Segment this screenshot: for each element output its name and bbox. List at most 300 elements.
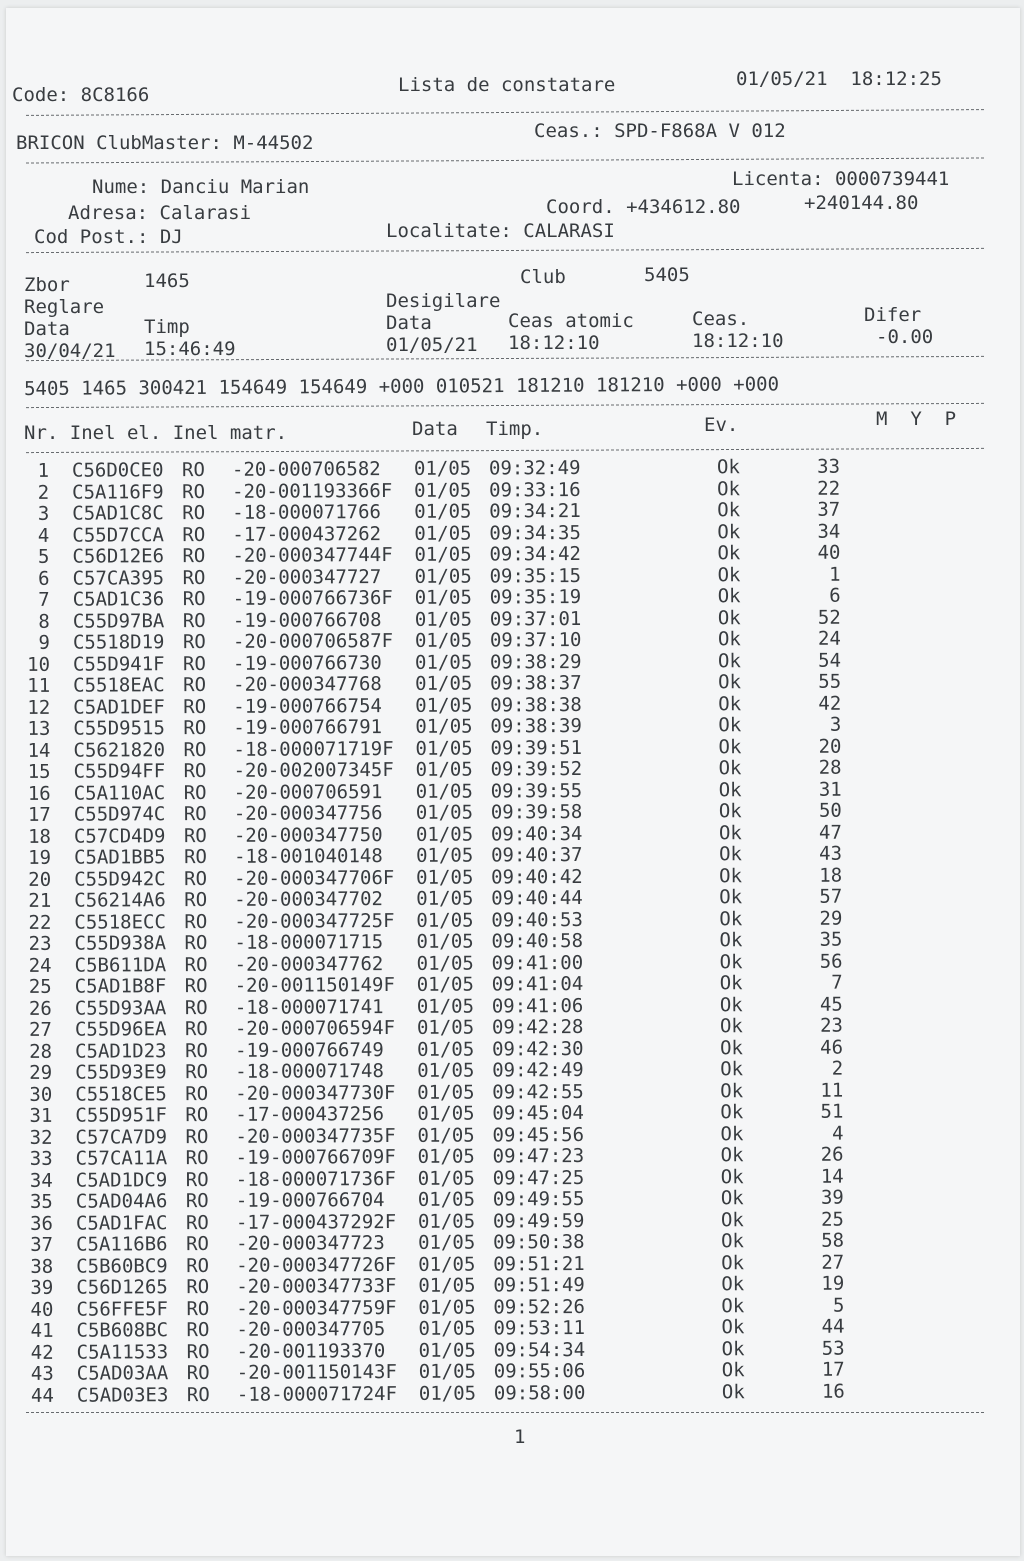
electronic-ring-id: C55D9515 <box>73 717 165 740</box>
row-number: 28 <box>29 1040 53 1063</box>
table-row <box>11 1380 1011 1406</box>
arrival-time: 09:50:38 <box>493 1230 585 1254</box>
coordinates-lat: Coord. +434612.80 <box>546 196 741 218</box>
row-number: 15 <box>27 760 51 783</box>
electronic-ring-id: C57CA395 <box>72 566 165 590</box>
arrival-date: 01/05 <box>415 823 474 846</box>
electronic-ring-id: C5518D19 <box>72 631 165 654</box>
arrival-time: 09:39:55 <box>490 779 583 802</box>
country-code: RO <box>181 458 205 482</box>
electronic-ring-id: C5AD1FAC <box>75 1211 168 1235</box>
position-m: 42 <box>818 692 842 715</box>
row-number: 37 <box>30 1233 54 1256</box>
ring-number: -18-000071736F <box>235 1167 396 1191</box>
difference-value: -0.00 <box>876 326 934 348</box>
arrival-time: 09:41:06 <box>491 994 584 1017</box>
ring-number: -20-000706582 <box>231 458 381 481</box>
position-m: 55 <box>818 670 842 693</box>
row-number: 3 <box>37 502 50 525</box>
arrival-date: 01/05 <box>416 866 474 889</box>
ring-number: -20-000706587F <box>232 629 394 653</box>
country-code: RO <box>184 996 208 1019</box>
arrival-time: 09:39:51 <box>490 736 583 759</box>
electronic-ring-id: C56FFE5F <box>76 1297 168 1321</box>
row-number: 10 <box>27 653 51 676</box>
country-code: RO <box>183 716 207 740</box>
atomic-clock-label: Ceas atomic <box>508 310 634 332</box>
setting-time-label: Timp <box>144 316 190 338</box>
row-number: 8 <box>38 610 50 633</box>
row-number: 35 <box>29 1190 53 1213</box>
event-status: Ok <box>721 1251 745 1274</box>
row-number: 24 <box>28 954 52 977</box>
event-status: Ok <box>720 1165 744 1188</box>
clock-time-label: Ceas. <box>692 308 750 330</box>
arrival-date: 01/05 <box>416 1038 475 1061</box>
country-code: RO <box>185 1103 209 1127</box>
electronic-ring-id: C5B60BC9 <box>76 1254 168 1278</box>
country-code: RO <box>182 630 206 654</box>
unseal-clock-time: 18:12:10 <box>692 330 784 352</box>
ring-number: -19-000766708 <box>232 608 382 632</box>
country-code: RO <box>184 910 208 933</box>
arrival-time: 09:49:55 <box>492 1187 585 1211</box>
row-number: 41 <box>30 1319 54 1342</box>
arrival-date: 01/05 <box>416 952 474 975</box>
position-m: 23 <box>819 1014 843 1037</box>
country-code: RO <box>185 1168 209 1191</box>
ring-number: -20-000347750 <box>233 823 383 847</box>
ring-number: -20-001193370 <box>236 1339 386 1363</box>
country-code: RO <box>182 523 206 546</box>
electronic-ring-id: C5AD1DEF <box>73 695 165 719</box>
arrival-date: 01/05 <box>414 479 472 502</box>
country-code: RO <box>183 824 207 847</box>
position-m: 3 <box>829 713 842 736</box>
event-status: Ok <box>719 907 743 930</box>
position-m: 25 <box>820 1208 845 1231</box>
arrival-time: 09:55:06 <box>493 1359 586 1383</box>
position-m: 35 <box>819 928 843 951</box>
event-status: Ok <box>717 542 741 565</box>
arrival-time: 09:42:30 <box>491 1037 584 1060</box>
electronic-ring-id: C55D974C <box>73 803 166 826</box>
country-code: RO <box>184 953 208 976</box>
country-code: RO <box>183 802 207 826</box>
event-status: Ok <box>720 1122 744 1145</box>
electronic-ring-id: C5518CE5 <box>75 1082 167 1106</box>
ring-number: -17-000437256 <box>235 1103 385 1126</box>
position-m: 6 <box>829 584 841 607</box>
country-code: RO <box>183 738 207 761</box>
arrival-date: 01/05 <box>414 500 472 523</box>
arrival-time: 09:40:42 <box>491 865 583 888</box>
position-m: 24 <box>817 627 841 650</box>
event-status: Ok <box>718 821 742 844</box>
electronic-ring-id: C57CA7D9 <box>75 1125 168 1149</box>
row-number: 12 <box>27 696 51 719</box>
position-m: 46 <box>820 1036 844 1059</box>
row-number: 18 <box>27 825 51 848</box>
event-status: Ok <box>719 1036 743 1059</box>
arrival-time: 09:37:01 <box>489 607 582 630</box>
club-number: 5405 <box>644 264 690 286</box>
position-m: 14 <box>820 1165 844 1188</box>
row-number: 34 <box>29 1169 53 1192</box>
country-code: RO <box>182 609 206 632</box>
country-code: RO <box>182 501 206 525</box>
arrival-time: 09:42:55 <box>492 1080 584 1103</box>
coordinates-lon: +240144.80 <box>804 192 919 214</box>
ring-number: -20-000347727 <box>232 565 382 589</box>
event-status: Ok <box>720 1058 744 1081</box>
position-m: 17 <box>821 1358 845 1381</box>
arrival-time: 09:51:21 <box>493 1252 585 1275</box>
ring-number: -20-000347733F <box>236 1274 397 1298</box>
arrival-date: 01/05 <box>416 1016 475 1039</box>
ring-number: -20-000347762 <box>234 952 384 976</box>
arrival-time: 09:45:56 <box>492 1123 585 1146</box>
event-status: Ok <box>721 1380 745 1403</box>
position-m: 37 <box>817 498 841 521</box>
event-status: Ok <box>716 456 740 479</box>
country-code: RO <box>182 544 206 568</box>
electronic-ring-id: C5AD04A6 <box>75 1190 168 1213</box>
ring-number: -20-000347725F <box>234 909 395 933</box>
electronic-ring-id: C5AD03AA <box>76 1362 169 1385</box>
arrival-date: 01/05 <box>415 694 473 717</box>
position-m: 56 <box>819 950 843 973</box>
ring-number: -20-000706591 <box>233 780 383 804</box>
country-code: RO <box>186 1275 210 1299</box>
position-m: 47 <box>818 821 842 844</box>
arrival-time: 09:39:52 <box>490 757 583 781</box>
event-status: Ok <box>718 800 742 823</box>
arrival-date: 01/05 <box>415 780 473 803</box>
unseal-atomic-time: 18:12:10 <box>508 332 600 354</box>
row-number: 11 <box>27 674 51 697</box>
country-code: RO <box>182 566 206 589</box>
electronic-ring-id: C57CD4D9 <box>73 824 166 848</box>
ring-number: -20-001150143F <box>236 1360 397 1384</box>
event-status: Ok <box>718 735 742 758</box>
ring-number: -20-002007345F <box>233 758 394 782</box>
arrival-time: 09:32:49 <box>488 456 581 480</box>
arrival-time: 09:40:53 <box>491 908 583 931</box>
row-number: 22 <box>28 911 52 934</box>
ring-number: -18-000071766 <box>232 501 382 524</box>
country-code: RO <box>185 1211 209 1234</box>
arrival-time: 09:34:21 <box>489 499 581 523</box>
country-code: RO <box>186 1254 210 1277</box>
position-m: 39 <box>820 1186 844 1209</box>
country-code: RO <box>182 587 206 611</box>
row-number: 21 <box>28 889 52 912</box>
arrival-date: 01/05 <box>417 1124 475 1147</box>
electronic-ring-id: C5A116F9 <box>72 480 164 504</box>
arrival-time: 09:37:10 <box>489 628 582 652</box>
position-m: 19 <box>821 1272 845 1295</box>
ring-number: -19-000766704 <box>235 1189 385 1212</box>
electronic-ring-id: C5518EAC <box>73 674 165 697</box>
country-code: RO <box>186 1340 210 1363</box>
arrival-date: 01/05 <box>418 1382 477 1405</box>
arrival-time: 09:53:11 <box>493 1316 586 1340</box>
event-status: Ok <box>718 778 742 801</box>
electronic-ring-id: C55D951F <box>75 1104 167 1127</box>
electronic-ring-id: C5621820 <box>73 738 166 762</box>
divider <box>26 1412 984 1413</box>
ring-number: -20-000347730F <box>235 1081 396 1105</box>
locality: Localitate: CALARASI <box>386 220 615 242</box>
table-header-nr-ring: Nr. Inel el. Inel matr. <box>24 422 288 444</box>
event-status: Ok <box>720 1187 744 1210</box>
electronic-ring-id: C5AD1B8F <box>74 975 167 998</box>
country-code: RO <box>184 1017 208 1041</box>
arrival-date: 01/05 <box>414 651 473 674</box>
arrival-date: 01/05 <box>414 565 472 588</box>
arrival-date: 01/05 <box>417 1188 476 1211</box>
arrival-time: 09:39:58 <box>490 800 583 824</box>
ring-number: -19-000766754 <box>233 694 383 718</box>
event-status: Ok <box>718 692 742 715</box>
event-status: Ok <box>721 1359 745 1382</box>
unseal-date-label: Data <box>386 312 432 334</box>
arrival-date: 01/05 <box>416 995 475 1018</box>
country-code: RO <box>186 1361 210 1385</box>
row-number: 36 <box>30 1212 54 1235</box>
event-status: Ok <box>718 757 742 780</box>
electronic-ring-id: C55D941F <box>72 652 165 676</box>
country-code: RO <box>185 1189 209 1213</box>
position-m: 2 <box>831 1057 844 1080</box>
position-m: 22 <box>817 477 841 500</box>
ring-number: -17-000437262 <box>232 522 382 546</box>
licence-number: Licenta: 0000739441 <box>732 168 950 190</box>
country-code: RO <box>184 931 208 955</box>
row-number: 26 <box>28 997 52 1020</box>
row-number: 14 <box>27 739 51 762</box>
ring-number: -18-000071724F <box>236 1382 398 1406</box>
arrival-time: 09:41:00 <box>491 951 584 974</box>
row-number: 25 <box>28 975 52 998</box>
arrival-date: 01/05 <box>416 930 474 953</box>
row-number: 9 <box>38 631 50 654</box>
arrival-date: 01/05 <box>415 758 473 781</box>
country-code: RO <box>186 1232 210 1256</box>
arrival-time: 09:40:58 <box>491 929 584 953</box>
clubmaster-label: BRICON ClubMaster: M-44502 <box>16 132 314 154</box>
electronic-ring-id: C5AD1DC9 <box>75 1168 168 1192</box>
position-m: 20 <box>818 735 842 758</box>
arrival-time: 09:47:23 <box>492 1144 585 1168</box>
electronic-ring-id: C5AD03E3 <box>76 1383 169 1407</box>
arrival-date: 01/05 <box>418 1296 476 1319</box>
arrival-time: 09:38:39 <box>490 714 582 738</box>
event-status: Ok <box>717 628 741 651</box>
setting-label: Reglare <box>24 296 105 318</box>
event-status: Ok <box>720 1079 744 1102</box>
ring-number: -20-000347726F <box>236 1253 397 1277</box>
arrival-date: 01/05 <box>414 629 473 652</box>
ring-number: -18-001040148 <box>233 845 383 868</box>
position-m: 50 <box>818 799 842 822</box>
arrival-date: 01/05 <box>414 586 472 609</box>
ring-number: -20-000706594F <box>234 1016 396 1040</box>
row-number: 31 <box>29 1104 53 1127</box>
country-code: RO <box>183 759 207 783</box>
table-header-time: Timp. <box>486 418 544 440</box>
electronic-ring-id: C5A116B6 <box>76 1233 168 1256</box>
country-code: RO <box>184 888 208 912</box>
row-number: 32 <box>29 1126 53 1149</box>
event-status: Ok <box>721 1337 745 1360</box>
electronic-ring-id: C5AD1C36 <box>72 588 165 611</box>
row-number: 44 <box>30 1384 54 1407</box>
country-code: RO <box>186 1318 210 1342</box>
event-status: Ok <box>717 585 741 608</box>
arrival-time: 09:35:19 <box>489 585 582 609</box>
position-m: 7 <box>831 971 843 994</box>
row-number: 5 <box>37 545 50 568</box>
row-number: 4 <box>37 524 50 547</box>
arrival-time: 09:41:04 <box>491 972 584 996</box>
ring-number: -20-000347756 <box>233 802 383 825</box>
country-code: RO <box>183 673 207 697</box>
electronic-ring-id: C56D1265 <box>76 1276 168 1299</box>
electronic-ring-id: C5AD1BB5 <box>73 846 166 869</box>
position-m: 16 <box>821 1380 845 1403</box>
electronic-ring-id: C5AD1C8C <box>72 502 164 525</box>
ring-number: -19-000766791 <box>233 716 383 739</box>
country-code: RO <box>185 1125 209 1148</box>
country-code: RO <box>183 845 207 869</box>
electronic-ring-id: C55D93AA <box>74 996 167 1020</box>
arrival-time: 09:38:37 <box>490 671 582 695</box>
country-code: RO <box>182 480 206 503</box>
arrival-date: 01/05 <box>414 543 472 566</box>
arrival-date: 01/05 <box>416 909 474 932</box>
owner-address: Adresa: Calarasi <box>68 202 252 224</box>
row-number: 13 <box>27 717 51 740</box>
arrival-time: 09:40:34 <box>490 822 583 845</box>
electronic-ring-id: C55D7CCA <box>72 523 164 547</box>
printed-sheet <box>6 8 1020 1556</box>
row-number: 43 <box>30 1362 54 1385</box>
arrival-date: 01/05 <box>417 1145 475 1168</box>
arrival-date: 01/05 <box>414 522 472 545</box>
event-status: Ok <box>717 563 741 586</box>
position-m: 33 <box>817 455 841 478</box>
event-status: Ok <box>718 671 742 694</box>
position-m: 26 <box>820 1143 844 1166</box>
row-number: 1 <box>37 459 50 482</box>
owner-postcode: Cod Post.: DJ <box>34 226 183 248</box>
position-m: 51 <box>820 1100 844 1123</box>
setting-time: 15:46:49 <box>144 338 236 360</box>
electronic-ring-id: C55D942C <box>74 867 166 891</box>
page-number: 1 <box>514 1426 526 1448</box>
arrival-date: 01/05 <box>417 1210 476 1233</box>
ring-number: -18-000071719F <box>233 737 394 761</box>
country-code: RO <box>186 1297 210 1320</box>
position-m: 34 <box>817 520 841 543</box>
ring-number: -20-000347702 <box>234 888 384 911</box>
unseal-date: 01/05/21 <box>386 334 478 356</box>
country-code: RO <box>182 652 206 675</box>
table-header-date: Data <box>412 418 458 440</box>
arrival-time: 09:47:25 <box>492 1166 585 1189</box>
arrival-time: 09:42:28 <box>491 1015 584 1039</box>
event-status: Ok <box>717 477 741 500</box>
document-title: Lista de constatare <box>398 74 616 96</box>
arrival-time: 09:34:35 <box>489 521 581 544</box>
position-m: 40 <box>817 541 841 564</box>
event-status: Ok <box>721 1230 745 1253</box>
position-m: 54 <box>818 649 842 672</box>
event-status: Ok <box>720 1101 744 1124</box>
position-m: 29 <box>819 907 843 930</box>
flight-number: 1465 <box>144 270 190 292</box>
country-code: RO <box>185 1082 209 1105</box>
position-m: 31 <box>818 778 842 801</box>
event-status: Ok <box>718 843 742 866</box>
summary-line: 5405 1465 300421 154649 154649 +000 010521 181210 181210 +000 +000 <box>24 373 780 400</box>
electronic-ring-id: C5A110AC <box>73 781 166 805</box>
arrival-time: 09:40:37 <box>490 843 583 867</box>
ring-number: -20-000347768 <box>233 673 382 696</box>
row-number: 2 <box>37 481 50 504</box>
event-status: Ok <box>719 929 743 952</box>
row-number: 16 <box>27 782 51 805</box>
event-status: Ok <box>717 606 741 629</box>
ring-number: -20-001150149F <box>234 973 395 997</box>
event-status: Ok <box>720 1144 744 1167</box>
country-code: RO <box>183 695 207 718</box>
print-datetime: 01/05/21 18:12:25 <box>736 68 942 90</box>
flight-label: Zbor <box>24 274 70 296</box>
position-m: 4 <box>831 1122 844 1145</box>
ring-number: -20-000347705 <box>236 1318 386 1341</box>
table-header-myp: M Y P <box>876 408 957 430</box>
position-m: 1 <box>829 563 841 586</box>
row-number: 19 <box>28 846 52 869</box>
arrival-time: 09:52:26 <box>493 1295 585 1318</box>
arrival-date: 01/05 <box>418 1253 476 1276</box>
electronic-ring-id: C55D94FF <box>73 760 166 783</box>
event-status: Ok <box>719 950 743 973</box>
electronic-ring-id: C57CA11A <box>75 1147 168 1170</box>
electronic-ring-id: C56214A6 <box>74 889 166 912</box>
position-m: 57 <box>819 885 843 908</box>
arrival-time: 09:58:00 <box>493 1381 586 1404</box>
row-number: 29 <box>29 1061 53 1084</box>
position-m: 44 <box>821 1315 845 1338</box>
ring-number: -20-000347759F <box>236 1296 397 1320</box>
ring-number: -19-000766730 <box>232 651 382 675</box>
event-status: Ok <box>721 1316 745 1339</box>
electronic-ring-id: C55D93E9 <box>75 1061 167 1084</box>
event-status: Ok <box>719 972 743 995</box>
row-number: 30 <box>29 1083 53 1106</box>
arrival-date: 01/05 <box>413 457 472 480</box>
arrival-time: 09:33:16 <box>489 478 581 501</box>
arrival-date: 01/05 <box>418 1360 476 1383</box>
position-m: 45 <box>819 993 843 1016</box>
ring-number: -20-000347706F <box>234 866 395 890</box>
arrival-time: 09:35:15 <box>489 564 582 587</box>
club-label: Club <box>520 266 566 288</box>
